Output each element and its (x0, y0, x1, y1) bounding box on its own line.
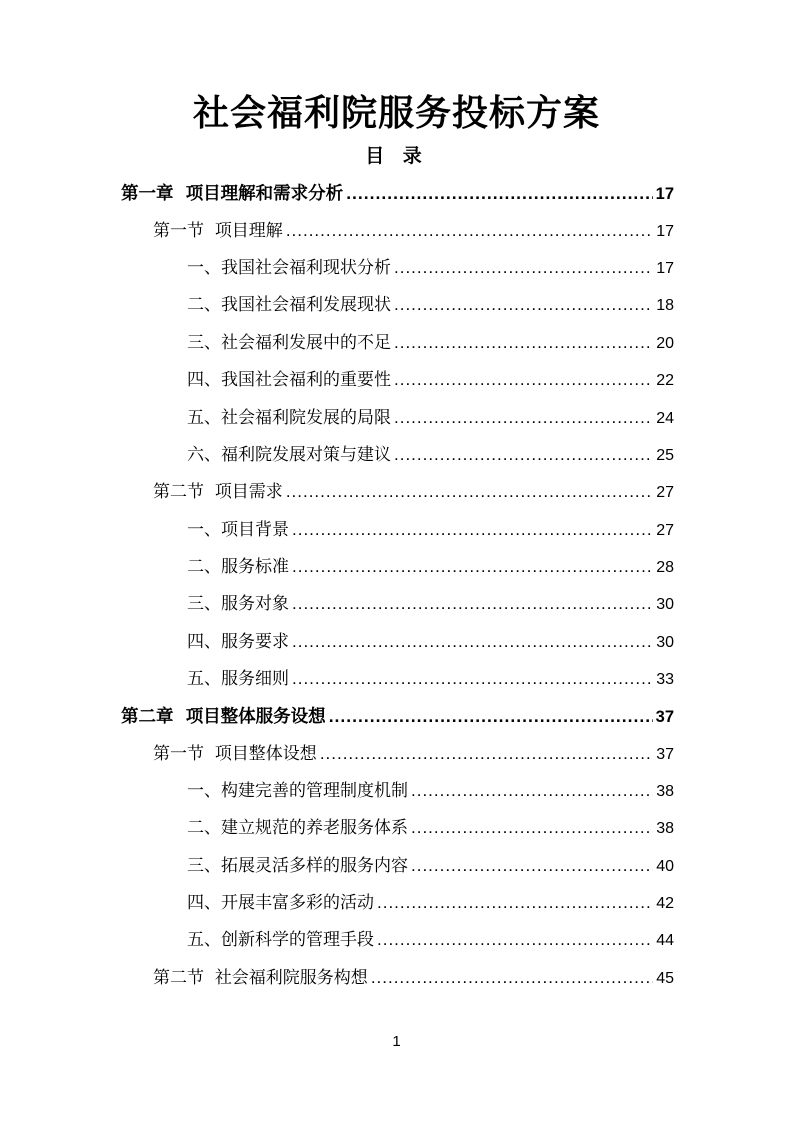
toc-entry-title: 服务标准 (221, 557, 289, 577)
toc-entry-title: 我国社会福利的重要性 (221, 370, 391, 390)
toc-entry-item[interactable] (187, 664, 674, 694)
toc-entry-title: 社会福利发展中的不足 (221, 333, 391, 353)
toc-leader-dots (329, 701, 653, 731)
toc-entry-item[interactable] (187, 925, 674, 955)
toc-entry-title: 项目理解和需求分析 (185, 184, 344, 204)
toc-leader-dots (394, 328, 653, 358)
toc-entry-section[interactable] (153, 739, 674, 769)
toc-entry-page: 30 (656, 596, 674, 613)
toc-entry-title: 项目整体服务设想 (185, 707, 326, 727)
toc-entry-item[interactable] (187, 627, 674, 657)
toc-entry-section[interactable] (153, 216, 674, 246)
toc-entry-page: 25 (656, 447, 674, 464)
toc-entry-title: 开展丰富多彩的活动 (221, 893, 374, 913)
toc-entry-item[interactable] (187, 851, 674, 881)
toc-leader-dots (394, 403, 653, 433)
toc-entry-chapter[interactable] (121, 178, 674, 208)
toc-entry-number: 三、 (187, 856, 221, 876)
toc-leader-dots (292, 627, 653, 657)
toc-entry-title: 福利院发展对策与建议 (221, 445, 391, 465)
toc-leader-dots (411, 776, 653, 806)
toc-entry-page: 24 (656, 410, 674, 427)
toc-entry-number: 三、 (187, 333, 221, 353)
toc-entry-item[interactable] (187, 328, 674, 358)
toc-entry-number: 二、 (187, 557, 221, 577)
toc-entry-number: 一、 (187, 520, 221, 540)
toc-entry-page: 33 (656, 671, 674, 688)
toc-entry-title: 建立规范的养老服务体系 (221, 818, 408, 838)
toc-leader-dots (292, 515, 653, 545)
toc-entry-title: 项目需求 (214, 482, 283, 502)
toc-entry-chapter[interactable] (121, 701, 674, 731)
toc-entry-page: 27 (656, 484, 674, 501)
toc-entry-number: 五、 (187, 669, 221, 689)
toc-entry-number: 四、 (187, 632, 221, 652)
toc-entry-item[interactable] (187, 290, 674, 320)
toc-leader-dots (320, 739, 653, 769)
toc-leader-dots (377, 925, 653, 955)
toc-entry-title: 创新科学的管理手段 (221, 930, 374, 950)
toc-entry-page: 42 (656, 895, 674, 912)
toc-entry-number: 五、 (187, 408, 221, 428)
toc-entry-title: 我国社会福利现状分析 (221, 258, 391, 278)
toc-entry-title: 项目背景 (221, 520, 289, 540)
toc-entry-page: 17 (656, 223, 674, 240)
toc-leader-dots (292, 589, 653, 619)
toc-entry-title: 服务对象 (221, 594, 289, 614)
toc-entry-item[interactable] (187, 365, 674, 395)
toc-entry-item[interactable] (187, 440, 674, 470)
toc-entry-number: 第一章 (121, 184, 186, 204)
toc-leader-dots (292, 664, 653, 694)
toc-leader-dots (411, 851, 653, 881)
toc-entry-item[interactable] (187, 776, 674, 806)
toc-heading: 目 录 (365, 145, 428, 167)
toc-entry-title: 项目整体设想 (214, 744, 317, 764)
toc-entry-title: 服务细则 (221, 669, 289, 689)
toc-entry-number: 五、 (187, 930, 221, 950)
toc-entry-number: 四、 (187, 370, 221, 390)
toc-leader-dots (286, 477, 653, 507)
toc-entry-item[interactable] (187, 552, 674, 582)
toc-leader-dots (394, 365, 653, 395)
toc-leader-dots (411, 813, 653, 843)
toc-entry-number: 第二节 (153, 968, 215, 988)
toc-entry-title: 我国社会福利发展现状 (221, 295, 391, 315)
toc-entry-item[interactable] (187, 515, 674, 545)
toc-entry-number: 三、 (187, 594, 221, 614)
toc-entry-item[interactable] (187, 888, 674, 918)
toc-entry-page: 37 (655, 708, 674, 726)
toc-entry-page: 38 (656, 783, 674, 800)
toc-entry-title: 社会福利院发展的局限 (221, 408, 391, 428)
toc-leader-dots (394, 440, 653, 470)
toc-entry-page: 44 (656, 932, 674, 949)
toc-entry-page: 28 (656, 559, 674, 576)
toc-leader-dots (394, 290, 653, 320)
toc-leader-dots (371, 963, 653, 993)
toc-entry-number: 第二章 (121, 707, 186, 727)
toc-entry-page: 38 (656, 820, 674, 837)
toc-entry-item[interactable] (187, 253, 674, 283)
toc-entry-number: 第一节 (153, 221, 215, 241)
toc-entry-page: 45 (656, 970, 674, 987)
toc-entry-page: 22 (656, 372, 674, 389)
toc-entry-page: 17 (655, 185, 674, 203)
toc-leader-dots (346, 178, 652, 208)
toc-entry-number: 一、 (187, 781, 221, 801)
toc-entry-page: 27 (656, 522, 674, 539)
toc-leader-dots (286, 216, 653, 246)
toc-entry-page: 18 (656, 297, 674, 314)
toc-entry-number: 四、 (187, 893, 221, 913)
toc-entry-page: 37 (656, 746, 674, 763)
toc-entry-page: 20 (656, 335, 674, 352)
toc-entry-number: 第二节 (153, 482, 215, 502)
toc-entry-item[interactable] (187, 813, 674, 843)
toc-entry-section[interactable] (153, 477, 674, 507)
toc-entry-number: 一、 (187, 258, 221, 278)
toc-leader-dots (377, 888, 653, 918)
toc-entry-item[interactable] (187, 589, 674, 619)
page-number: 1 (392, 1033, 401, 1050)
toc-entry-number: 六、 (187, 445, 221, 465)
toc-leader-dots (394, 253, 653, 283)
toc-entry-page: 40 (656, 858, 674, 875)
toc-entry-title: 构建完善的管理制度机制 (221, 781, 408, 801)
toc-leader-dots (292, 552, 653, 582)
toc-entry-number: 第一节 (153, 744, 215, 764)
toc-entry-title: 项目理解 (214, 221, 283, 241)
document-title: 社会福利院服务投标方案 (192, 93, 600, 134)
toc-entry-item[interactable] (187, 403, 674, 433)
toc-entry-number: 二、 (187, 818, 221, 838)
toc-entry-title: 社会福利院服务构想 (214, 968, 368, 988)
toc-entry-title: 拓展灵活多样的服务内容 (221, 856, 408, 876)
toc-entry-page: 30 (656, 634, 674, 651)
toc-entry-section[interactable] (153, 963, 674, 993)
toc-entry-page: 17 (656, 260, 674, 277)
toc-entry-title: 服务要求 (221, 632, 289, 652)
toc-entry-number: 二、 (187, 295, 221, 315)
